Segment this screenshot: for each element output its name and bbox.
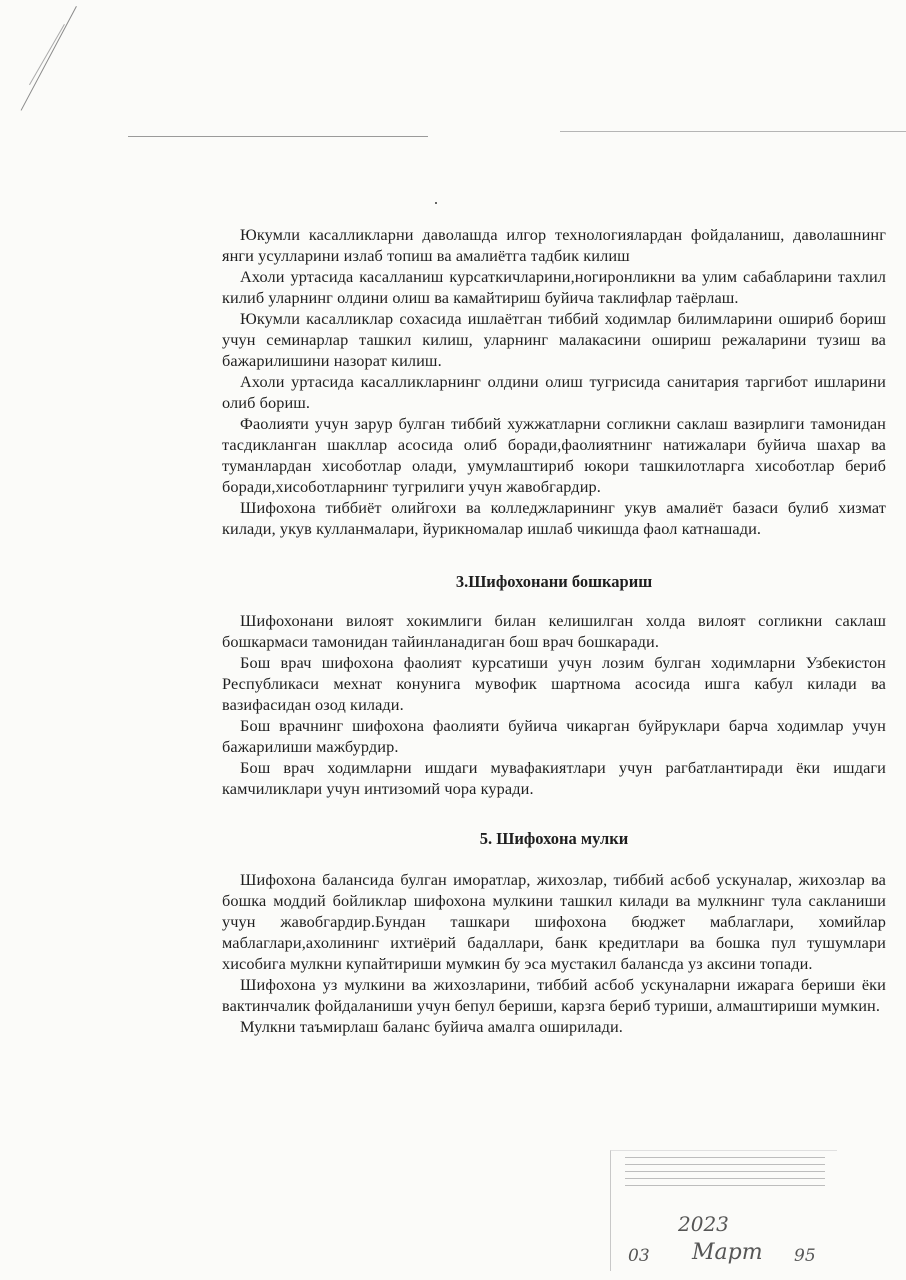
- section-5-heading: 5. Шифохона мулки: [479, 829, 629, 848]
- handwritten-number: 95: [794, 1246, 816, 1266]
- handwritten-year: 2023: [678, 1212, 729, 1236]
- paragraph: Ахоли уртасида касалликларнинг олдини олиш тугрисида санитария таргибот ишларини олиб бориш.: [222, 372, 886, 412]
- paragraph: Шифохона балансида булган иморатлар, жихозлар, тиббий асбоб ускуналар, жихозлар ва бошка моддий бойликлар шифохона мулкини ташкил килади ва мулкнинг тула сакланиши учун жавобгардир.Бундан ташкари шифохона бюджет маблаглари, хомийлар маблаглари,ахолининг ихтиёрий бадаллари, банк кредитлари ва бошка пул тушумлари хисобига мулкни купайтириши мумкин бу эса мустакил балансда уз аксини топади.: [222, 870, 886, 973]
- section-3-heading: 3.Шифохонани бошкариш: [455, 572, 653, 591]
- paragraph: Ахоли уртасида касалланиш курсаткичларини,ногиронликни ва улим сабабларини тахлил килиб уларнинг олдини олиш ва камайтириш буйича таклифлар таёрлаш.: [222, 267, 886, 307]
- paragraph: Шифохона уз мулкини ва жихозларини, тиббий асбоб ускуналарни ижарага бериши ёки вактинчалик фойдаланиши учун бепул бериши, карзга бериб туриши, алмаштириши мумкин.: [222, 975, 886, 1015]
- scan-line-top-2: [560, 131, 906, 132]
- paragraph: Фаолияти учун зарур булган тиббий хужжатларни согликни саклаш вазирлиги тамонидан тасдикланган шакллар асосида олиб боради,фаолиятнинг натижалари буйича шахар ва туманлардан хисоботлар олади, умумлаштириб юкори ташкилотларга хисоботлар бериб боради,хисоботларнинг тугрилиги учун жавобгардир.: [222, 414, 886, 496]
- handwritten-day: 03: [628, 1246, 650, 1266]
- paragraph: Мулкни таъмирлаш баланс буйича амалга оширилади.: [240, 1017, 623, 1036]
- paragraph: Бош врачнинг шифохона фаолияти буйича чикарган буйруклари барча ходимлар учун бажарилиши мажбурдир.: [222, 716, 886, 756]
- stamp-lines: [625, 1157, 825, 1192]
- speck: [435, 202, 437, 204]
- scan-line-top: [128, 136, 428, 137]
- paragraph: Шифохонани вилоят хокимлиги билан келишилган холда вилоят согликни саклаш бошкармаси тамонидан тайинланадиган бош врач бошкаради.: [222, 611, 886, 651]
- paragraph: Юкумли касалликларни даволашда илгор технологиялардан фойдаланиш, даволашнинг янги усулларини излаб топиш ва амалиётга тадбик килиш: [222, 225, 886, 265]
- scan-diagonal-2: [29, 24, 65, 85]
- document-body: [222, 224, 886, 1037]
- paragraph: Бош врач шифохона фаолият курсатиши учун лозим булган ходимларни Узбекистон Республикаси мехнат конунига мувофик шартнома асосида ишга кабул килади ва вазифасидан озод килади.: [222, 653, 886, 714]
- scan-diagonal: [21, 6, 77, 111]
- paragraph: Шифохона тиббиёт олийгохи ва колледжларининг укув амалиёт базаси булиб хизмат килади, укув кулланмалари, йурикномалар ишлаб чикишда фаол катнашади.: [222, 498, 886, 538]
- handwritten-month: Март: [692, 1240, 763, 1265]
- paragraph: Бош врач ходимларни ишдаги мувафакиятлари учун рагбатлантиради ёки ишдаги камчиликлари учун интизомий чора куради.: [222, 758, 886, 798]
- paragraph: Юкумли касалликлар сохасида ишлаётган тиббий ходимлар билимларини ошириб бориш учун семинарлар ташкил килиш, уларнинг малакасини ошириш режаларини тузиш ва бажарилишини назорат килиш.: [222, 309, 886, 370]
